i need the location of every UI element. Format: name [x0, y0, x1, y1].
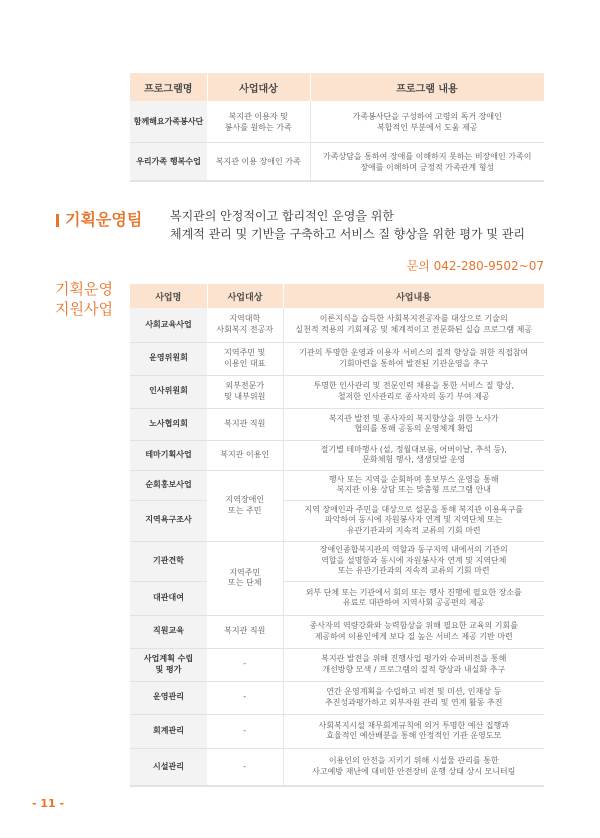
business-target: 지역주민 및 이용인 대표	[207, 342, 283, 375]
business-content: 절기별 테마행사 (설, 정월대보름, 어버이날, 추석 등), 문화체험 행사, 생생딧발 운영	[283, 440, 544, 470]
page-number: - 11 -	[32, 797, 65, 810]
table-header-row	[130, 284, 544, 308]
header-content: 프로그램 내용	[310, 73, 544, 101]
business-content: 사회복지시설 재무회계규칙에 의거 투명한 예산 집행과 효율적인 예산배분을 통해 안정적인 기관 운영도모	[283, 714, 544, 748]
team-description-line: 복지관의 안정적이고 합리적인 운영을 위한	[170, 209, 394, 223]
business-name: 노사협의회	[130, 408, 207, 440]
business-content: 연간 운영계획을 수립하고 비전 및 미션, 인재상 등 추진성과평가하고 외부자원 관리 및 연계 활동 추진	[283, 681, 544, 714]
business-target: 복지관 이용인	[207, 440, 283, 470]
business-target: -	[207, 748, 283, 786]
table-row	[130, 342, 544, 375]
business-target: 복지관 직원	[207, 408, 283, 440]
business-content: 장애인종합복지관의 역할과 동구지역 내에서의 기관의 역할을 설명함과 동시에 자원봉사자 연계 및 지역단체 또는 유관기관과의 지속적 교류의 기회 마련	[283, 541, 544, 581]
table-row	[130, 408, 544, 440]
business-name: 대관대여	[130, 581, 207, 615]
table-row	[130, 101, 544, 143]
table-row	[130, 500, 544, 541]
business-name: 운영관리	[130, 681, 207, 714]
business-name: 운영위원회	[130, 342, 207, 375]
contact-phone: 문의 042-280-9502~07	[406, 259, 544, 273]
table-row	[130, 375, 544, 408]
table-row	[130, 648, 544, 681]
business-name: 인사위원회	[130, 375, 207, 408]
team-title: 기획운영팀	[65, 210, 143, 229]
header-program-name: 프로그램명	[130, 73, 207, 101]
business-name: 직원교육	[130, 615, 207, 648]
header-business-content: 사업내용	[283, 284, 544, 308]
family-program-table	[130, 73, 545, 182]
business-target: 지역장애인 또는 주민	[207, 470, 283, 541]
business-name: 순회홍보사업	[130, 470, 207, 500]
section-side-title: 기획운영 지원사업	[55, 280, 113, 318]
business-content: 이용인의 안전을 지키기 위해 시설물 관리를 통한 사고예방 재난에 대비한 안전장비 운행 상태 상시 모니터링	[283, 748, 544, 786]
business-content: 투명한 인사관리 및 전문인력 채용을 통한 서비스 질 향상, 철저한 인사관리로 종사자의 동기 부여 제공	[283, 375, 544, 408]
business-name: 사업계획 수립 및 평가	[130, 648, 207, 681]
table-row	[130, 440, 544, 470]
program-name: 우리가족 행복수업	[130, 143, 207, 182]
program-target: 복지관 이용자 및 봉사를 원하는 가족	[207, 101, 310, 143]
business-content: 복지관 발전을 위해 진행사업 평가와 슈퍼비전을 통해 개선방향 모색 / 프로그램의 질적 향상과 내실화 추구	[283, 648, 544, 681]
business-target: -	[207, 648, 283, 681]
business-name: 사회교육사업	[130, 308, 207, 342]
team-description	[170, 207, 525, 243]
program-content: 가족봉사단을 구성하여 고령의 독거 장애인 복합적인 부분에서 도움 제공	[310, 101, 544, 143]
header-target: 사업대상	[207, 73, 310, 101]
table-row	[130, 615, 544, 648]
business-target: -	[207, 681, 283, 714]
table-row	[130, 143, 544, 182]
table-row	[130, 714, 544, 748]
header-business-target: 사업대상	[207, 284, 283, 308]
header-business-name: 사업명	[130, 284, 207, 308]
business-target: -	[207, 714, 283, 748]
business-target: 지역주민 또는 단체	[207, 541, 283, 615]
program-name: 함께해요가족봉사단	[130, 101, 207, 143]
table-row	[130, 541, 544, 581]
business-name: 회계관리	[130, 714, 207, 748]
table-row	[130, 748, 544, 786]
table-row	[130, 308, 544, 342]
business-content: 행사 또는 지역을 순회하며 홍보부스 운영을 통해 복지관 이용 상담 또는 맞춤형 프로그램 안내	[283, 470, 544, 500]
business-content: 지역 장애인과 주민을 대상으로 설문을 통해 복지관 이용욕구를 파악하여 동시에 자원봉사자 연계 및 지역단체 또는 유관기관과의 지속적 교류의 기회 마련	[283, 500, 544, 541]
business-content: 기관의 투명한 운영과 이용자 서비스의 질적 향상을 위한 직접참여 기회마련을 통하여 발전된 기관운영을 추구	[283, 342, 544, 375]
table-row	[130, 681, 544, 714]
program-target: 복지관 이용 장애인 가족	[207, 143, 310, 182]
business-name: 지역욕구조사	[130, 500, 207, 541]
planning-support-table	[130, 284, 545, 787]
business-name: 시설관리	[130, 748, 207, 786]
business-content: 종사자의 역량강화와 능력함상을 위해 필요한 교육의 기회를 제공하여 이용인에게 보다 질 높은 서비스 제공 기반 마련	[283, 615, 544, 648]
business-content: 복지관 발전 및 종사자의 복지향상을 위한 노사가 협의를 통해 공동의 운영체계 확립	[283, 408, 544, 440]
business-name: 기관견학	[130, 541, 207, 581]
business-content: 이론지식을 습득한 사회복지전공자를 대상으로 기술의 실천적 적용의 기회제공 및 체계적이고 전문화된 실습 프로그램 제공	[283, 308, 544, 342]
business-content: 외부 단체 또는 기관에서 회의 또는 행사 진행에 필요한 장소를 유료로 대관하여 지역사회 공공편의 제공	[283, 581, 544, 615]
table-row	[130, 581, 544, 615]
business-target: 지역대학 사회복지 전공자	[207, 308, 283, 342]
program-content: 가족상담을 통하여 장애를 이해하지 못하는 비장애인 가족이 장애를 이해하며 긍정적 가족관계 형성	[310, 143, 544, 182]
business-target: 외부전문가 및 내부위원	[207, 375, 283, 408]
business-target: 복지관 직원	[207, 615, 283, 648]
table-row	[130, 470, 544, 500]
table-header-row	[130, 73, 544, 101]
team-description-line: 체계적 관리 및 기반을 구축하고 서비스 질 향상을 위한 평가 및 관리	[170, 227, 525, 241]
business-name: 테마기획사업	[130, 440, 207, 470]
